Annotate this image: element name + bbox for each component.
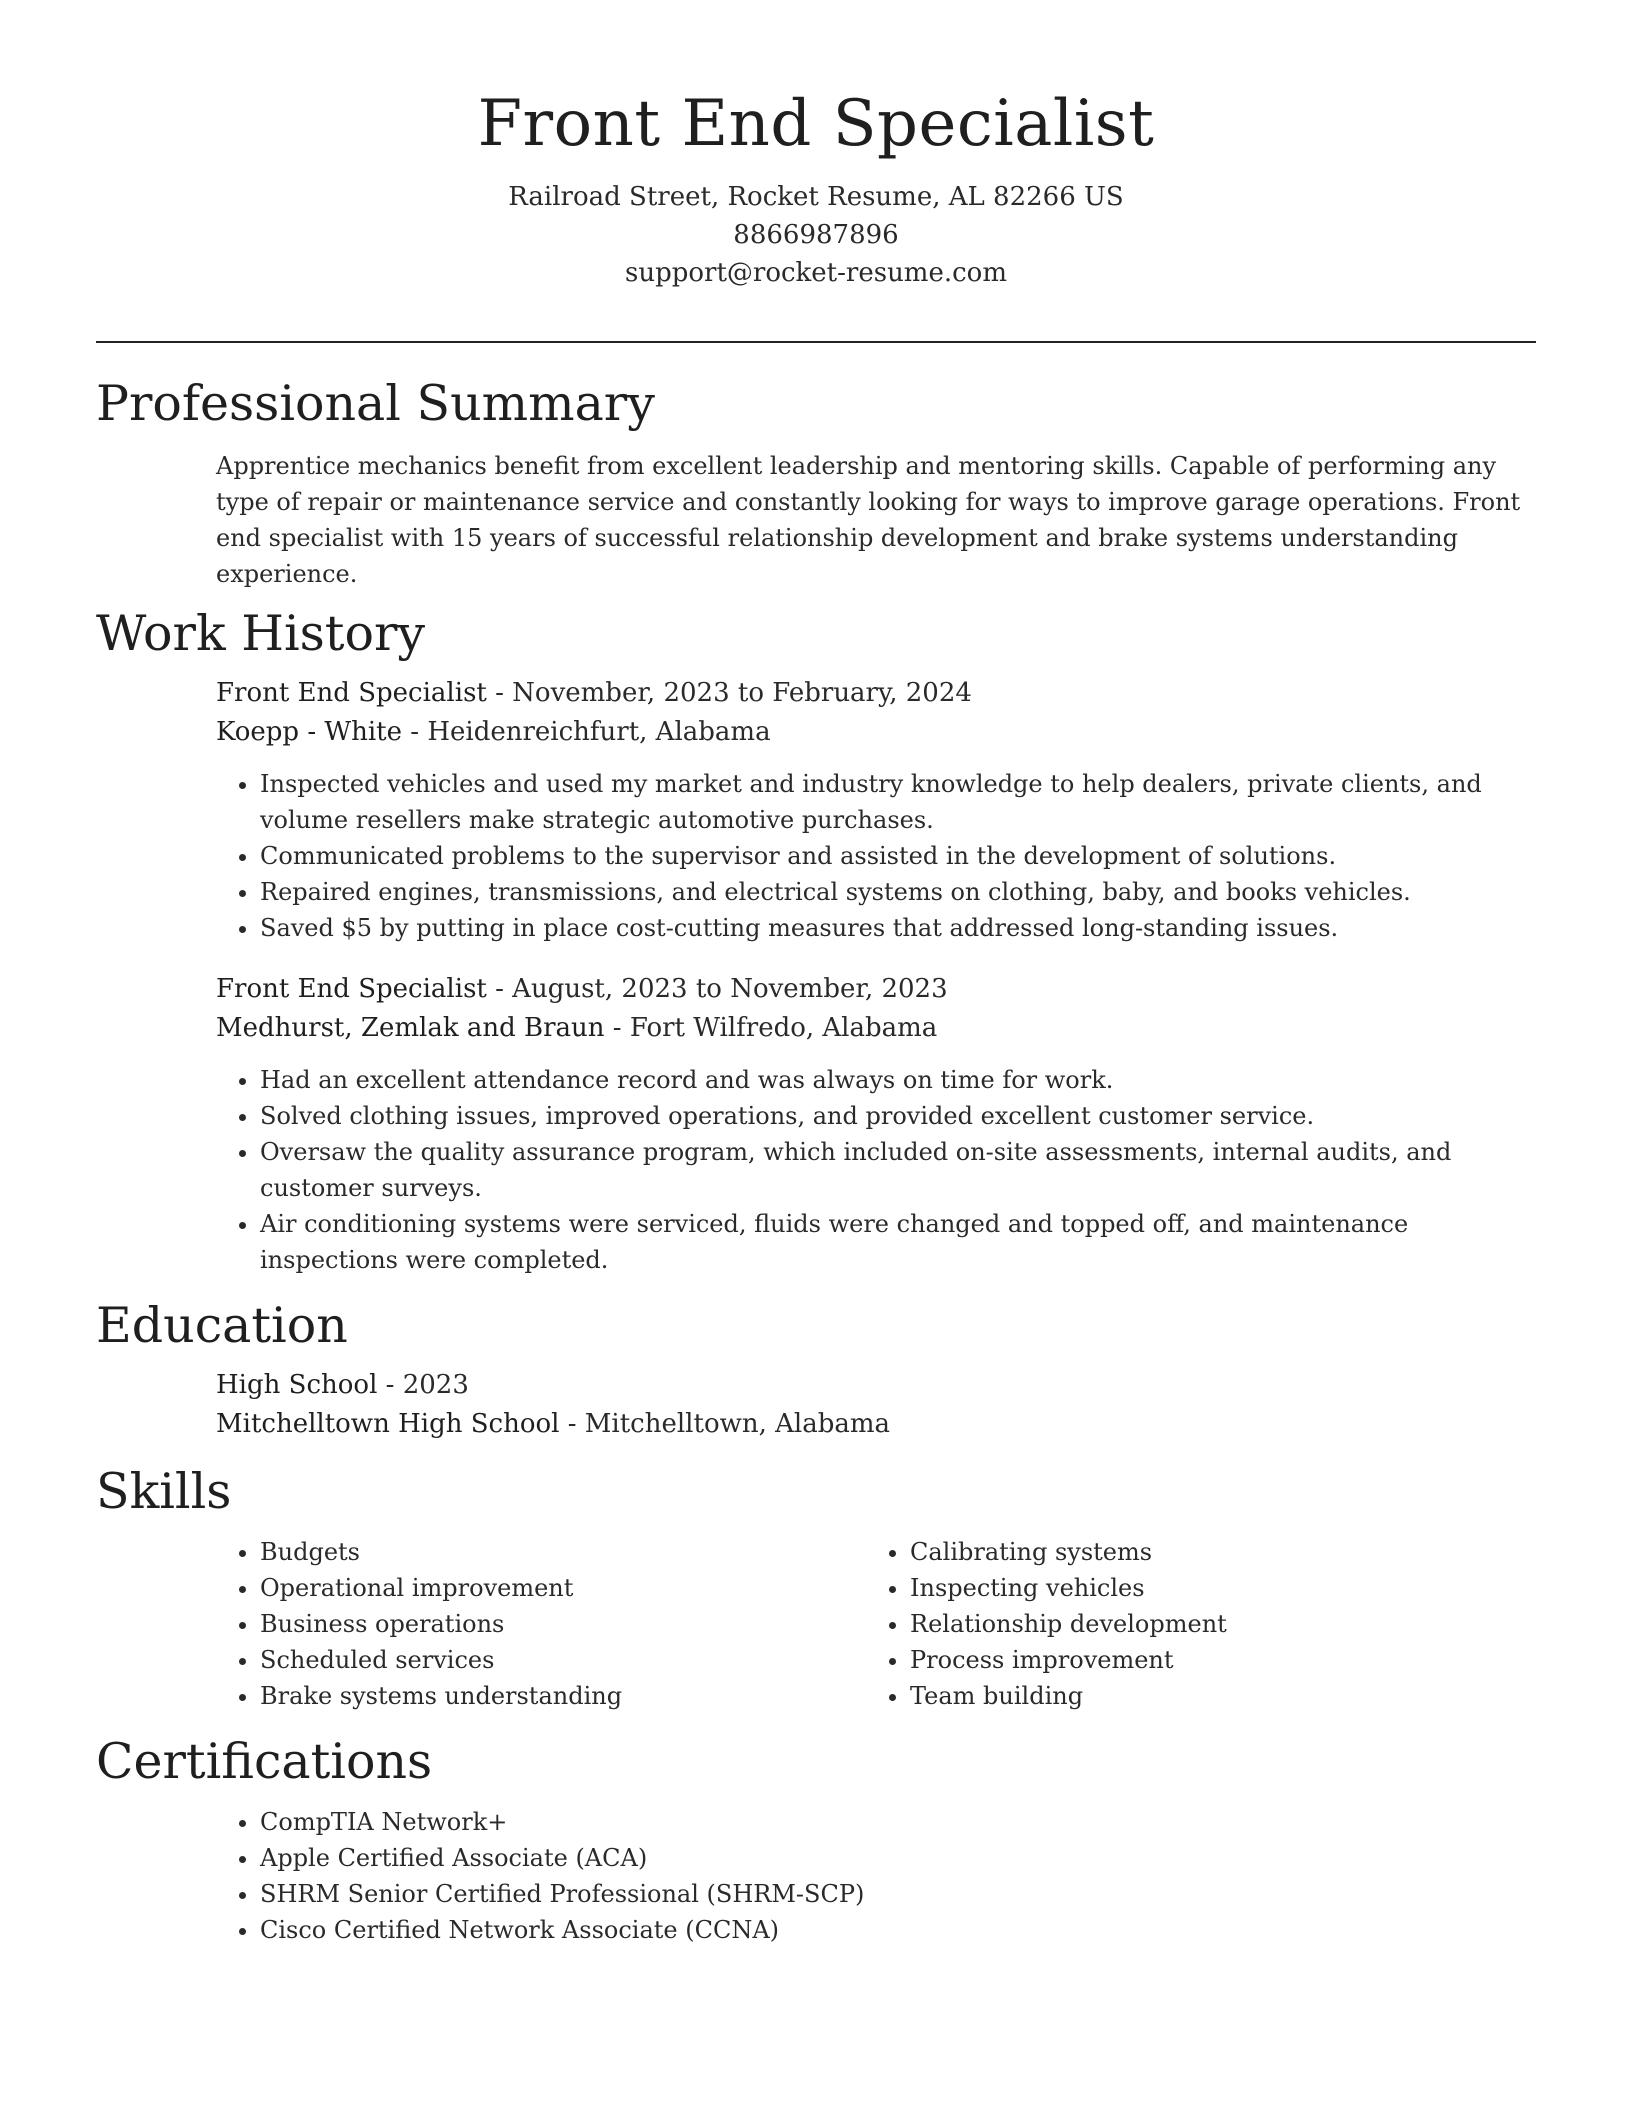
certification-item: • Apple Certified Associate (ACA) bbox=[260, 1840, 1536, 1876]
job-company-line bbox=[216, 1009, 1536, 1048]
education-school: Mitchelltown High School bbox=[216, 1409, 560, 1439]
job-bullet: • Repaired engines, transmissions, and electrical systems on clothing, baby, and books vehicles. bbox=[260, 874, 1536, 910]
job-bullet: • Had an excellent attendance record and was always on time for work. bbox=[260, 1062, 1536, 1098]
certification-item: • SHRM Senior Certified Professional (SHRM-SCP) bbox=[260, 1876, 1536, 1912]
job-dates: - November, 2023 to February, 2024 bbox=[486, 678, 972, 708]
certifications-list bbox=[216, 1804, 1536, 1948]
skills-grid bbox=[216, 1534, 1536, 1714]
job-role: Front End Specialist bbox=[216, 974, 487, 1004]
skill-item: • Operational improvement bbox=[260, 1570, 866, 1606]
job-bullet: • Air conditioning systems were serviced, fluids were changed and topped off, and maintenance inspections were completed. bbox=[260, 1206, 1536, 1278]
education-title: Education bbox=[96, 1297, 348, 1354]
summary-section bbox=[96, 372, 1536, 592]
job-company: Koepp - White bbox=[216, 717, 402, 747]
job-company-line bbox=[216, 713, 1536, 752]
certification-item: • Cisco Certified Network Associate (CCNA) bbox=[260, 1912, 1536, 1948]
skill-item: • Inspecting vehicles bbox=[910, 1570, 1516, 1606]
skill-item: • Relationship development bbox=[910, 1606, 1516, 1642]
job-entry bbox=[216, 674, 1536, 946]
resume-body bbox=[96, 372, 1536, 1948]
skills-title: Skills bbox=[96, 1463, 232, 1520]
skill-item: • Process improvement bbox=[910, 1642, 1516, 1678]
summary-title: Professional Summary bbox=[96, 375, 655, 432]
job-title-line bbox=[216, 674, 1536, 713]
education-section bbox=[96, 1294, 1536, 1444]
skill-item: • Team building bbox=[910, 1678, 1516, 1714]
skills-column-left bbox=[216, 1534, 866, 1714]
job-bullets bbox=[216, 766, 1536, 946]
job-bullet: • Communicated problems to the supervisor and assisted in the development of solutions. bbox=[260, 838, 1536, 874]
resume-header bbox=[0, 0, 1632, 292]
skill-item: • Budgets bbox=[260, 1534, 866, 1570]
summary-text: Apprentice mechanics benefit from excellent leadership and mentoring skills. Capable of performing any type of repair or maintenance service and constantly looking for ways to improve garage operations. Front end specialist with 15 years of successful relationship development and brake systems understanding experience. bbox=[216, 452, 1521, 588]
job-bullet: • Solved clothing issues, improved operations, and provided excellent customer service. bbox=[260, 1098, 1536, 1134]
job-bullet: • Oversaw the quality assurance program, which included on-site assessments, internal audits, and customer surveys. bbox=[260, 1134, 1536, 1206]
job-company: Medhurst, Zemlak and Braun bbox=[216, 1013, 605, 1043]
job-title-line bbox=[216, 970, 1536, 1009]
certification-item: • CompTIA Network+ bbox=[260, 1804, 1536, 1840]
skills-section bbox=[96, 1460, 1536, 1714]
contact-phone: 8866987896 bbox=[733, 220, 899, 250]
job-location: - Heidenreichfurt, Alabama bbox=[402, 717, 771, 747]
education-degree-line bbox=[216, 1366, 1536, 1405]
education-entry bbox=[216, 1366, 1536, 1444]
skill-item: • Brake systems understanding bbox=[260, 1678, 866, 1714]
job-bullet: • Inspected vehicles and used my market and industry knowledge to help dealers, private clients, and volume resellers make strategic automotive purchases. bbox=[260, 766, 1536, 838]
skill-item: • Calibrating systems bbox=[910, 1534, 1516, 1570]
contact-address: Railroad Street, Rocket Resume, AL 82266 US bbox=[508, 182, 1124, 212]
resume-name: Front End Specialist bbox=[477, 87, 1155, 161]
skills-list bbox=[216, 1534, 866, 1714]
job-location: - Fort Wilfredo, Alabama bbox=[604, 1013, 938, 1043]
work-history-section bbox=[96, 602, 1536, 1278]
certifications-title: Certifications bbox=[96, 1733, 433, 1790]
job-entry bbox=[216, 970, 1536, 1278]
work-history-title: Work History bbox=[96, 605, 426, 662]
education-degree: High School bbox=[216, 1370, 378, 1400]
education-year: - 2023 bbox=[377, 1370, 469, 1400]
skill-item: • Business operations bbox=[260, 1606, 866, 1642]
certifications-section bbox=[96, 1730, 1536, 1948]
education-school-line bbox=[216, 1405, 1536, 1444]
header-divider bbox=[96, 341, 1536, 343]
job-dates: - August, 2023 to November, 2023 bbox=[486, 974, 948, 1004]
contact-email[interactable]: support@rocket-resume.com bbox=[624, 258, 1007, 288]
skills-list bbox=[866, 1534, 1516, 1714]
education-location: - Mitchelltown, Alabama bbox=[559, 1409, 891, 1439]
job-bullet: • Saved $5 by putting in place cost-cutting measures that addressed long-standing issues. bbox=[260, 910, 1536, 946]
skills-column-right bbox=[866, 1534, 1516, 1714]
certifications-list-wrap bbox=[216, 1804, 1536, 1948]
skill-item: • Scheduled services bbox=[260, 1642, 866, 1678]
job-bullets bbox=[216, 1062, 1536, 1278]
contact-info bbox=[0, 178, 1632, 292]
job-role: Front End Specialist bbox=[216, 678, 487, 708]
